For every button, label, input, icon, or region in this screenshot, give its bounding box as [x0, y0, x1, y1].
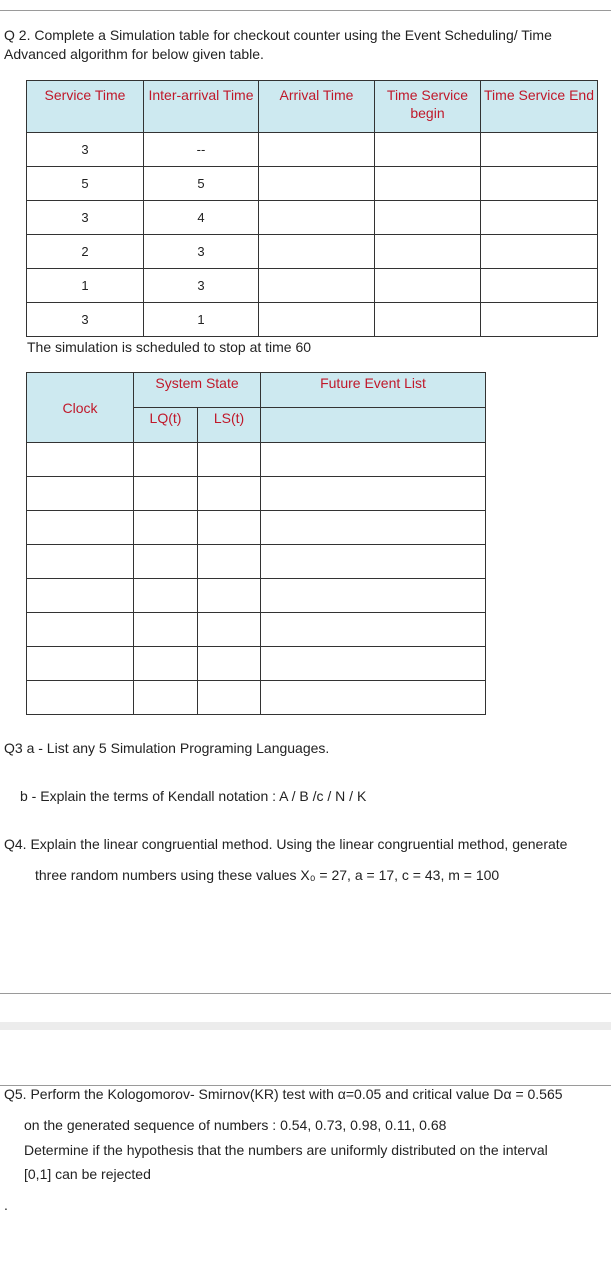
table-row — [27, 477, 486, 511]
page-gap — [0, 1022, 611, 1030]
table-cell: 3 — [27, 201, 144, 235]
table-row — [27, 443, 486, 477]
header-ls: LS(t) — [198, 408, 261, 443]
table-cell — [481, 303, 598, 337]
q5-line4: [0,1] can be rejected — [24, 1166, 151, 1182]
q5-line1: Q5. Perform the Kologomorov- Smirnov(KR) test with α=0.05 and critical value Dα = 0.565 — [4, 1086, 563, 1102]
table-cell — [261, 613, 486, 647]
table-cell — [198, 579, 261, 613]
table-row — [27, 511, 486, 545]
header-future-event-list: Future Event List — [261, 373, 486, 408]
table-cell: 1 — [27, 269, 144, 303]
table-cell: 5 — [144, 167, 259, 201]
q4-line2: three random numbers using these values X₀ = 27, a = 17, c = 43, m = 100 — [35, 867, 500, 883]
table-cell — [375, 133, 481, 167]
header-time-service-begin: Time Service begin — [375, 81, 481, 133]
table-row — [27, 235, 598, 269]
table-cell: 3 — [27, 133, 144, 167]
header-service-time: Service Time — [27, 81, 144, 133]
table-cell — [481, 201, 598, 235]
table-cell — [134, 613, 198, 647]
table-cell — [134, 511, 198, 545]
table-cell — [27, 681, 134, 715]
table-cell: 5 — [27, 167, 144, 201]
table-cell: 3 — [27, 303, 144, 337]
table-cell — [261, 511, 486, 545]
table-row — [27, 647, 486, 681]
table-cell — [259, 269, 375, 303]
q3a-text: Q3 a - List any 5 Simulation Programing Languages. — [4, 740, 330, 756]
table-cell — [198, 477, 261, 511]
header-system-state: System State — [134, 373, 261, 408]
q2-line1: Q 2. Complete a Simulation table for checkout counter using the Event Scheduling/ Time — [4, 27, 552, 43]
table-row — [27, 201, 598, 235]
table-cell — [27, 477, 134, 511]
table-cell — [259, 167, 375, 201]
table-cell — [27, 545, 134, 579]
table-cell — [261, 681, 486, 715]
q4-line1: Q4. Explain the linear congruential method. Using the linear congruential method, generate — [4, 836, 568, 852]
table-cell — [198, 545, 261, 579]
top-divider — [0, 10, 611, 11]
table-row — [27, 303, 598, 337]
table-cell — [261, 545, 486, 579]
table-cell — [481, 269, 598, 303]
table-row — [27, 269, 598, 303]
table-row — [27, 613, 486, 647]
table-cell: -- — [144, 133, 259, 167]
table-cell — [27, 579, 134, 613]
table-cell — [27, 613, 134, 647]
table-cell — [134, 477, 198, 511]
table-header-row — [27, 81, 598, 133]
table-cell — [259, 303, 375, 337]
simulation-table — [26, 80, 598, 337]
table-row — [27, 545, 486, 579]
stop-note: The simulation is scheduled to stop at time 60 — [27, 339, 312, 355]
table-cell — [198, 681, 261, 715]
table-cell — [198, 647, 261, 681]
table-cell — [375, 167, 481, 201]
table-cell — [261, 647, 486, 681]
section-divider — [0, 993, 611, 994]
table-cell — [259, 235, 375, 269]
q5-line2: on the generated sequence of numbers : 0.54, 0.73, 0.98, 0.11, 0.68 — [24, 1117, 447, 1133]
event-header-row-1 — [27, 373, 486, 408]
table-cell — [134, 647, 198, 681]
table-cell — [134, 545, 198, 579]
table-cell — [261, 443, 486, 477]
event-list-table — [26, 372, 486, 715]
table-cell — [261, 477, 486, 511]
table-cell — [27, 647, 134, 681]
table-cell — [375, 201, 481, 235]
table-cell: 4 — [144, 201, 259, 235]
table-cell: 3 — [144, 235, 259, 269]
trailing-dot: . — [4, 1197, 8, 1213]
table-cell — [134, 579, 198, 613]
table-row — [27, 579, 486, 613]
table-row — [27, 681, 486, 715]
table-cell — [481, 235, 598, 269]
q5-line3: Determine if the hypothesis that the numbers are uniformly distributed on the interval — [24, 1142, 548, 1158]
q2-line2: Advanced algorithm for below given table. — [4, 46, 264, 62]
table-cell — [134, 681, 198, 715]
header-time-service-end: Time Service End — [481, 81, 598, 133]
header-arrival-time: Arrival Time — [259, 81, 375, 133]
table-cell — [198, 613, 261, 647]
table-cell — [198, 443, 261, 477]
header-clock: Clock — [27, 373, 134, 443]
header-empty — [261, 408, 486, 443]
table-cell — [198, 511, 261, 545]
table-cell — [261, 579, 486, 613]
table-cell — [259, 133, 375, 167]
header-lq: LQ(t) — [134, 408, 198, 443]
table-cell — [27, 511, 134, 545]
table-cell — [481, 167, 598, 201]
table-cell: 2 — [27, 235, 144, 269]
q3b-text: b - Explain the terms of Kendall notation : A / B /c / N / K — [20, 788, 367, 804]
header-inter-arrival-time: Inter-arrival Time — [144, 81, 259, 133]
table-cell — [259, 201, 375, 235]
table-cell: 1 — [144, 303, 259, 337]
table-row — [27, 133, 598, 167]
table-cell — [375, 269, 481, 303]
table-row — [27, 167, 598, 201]
table-cell — [481, 133, 598, 167]
table-cell — [375, 303, 481, 337]
table-cell: 3 — [144, 269, 259, 303]
table-cell — [27, 443, 134, 477]
table-cell — [134, 443, 198, 477]
table-cell — [375, 235, 481, 269]
